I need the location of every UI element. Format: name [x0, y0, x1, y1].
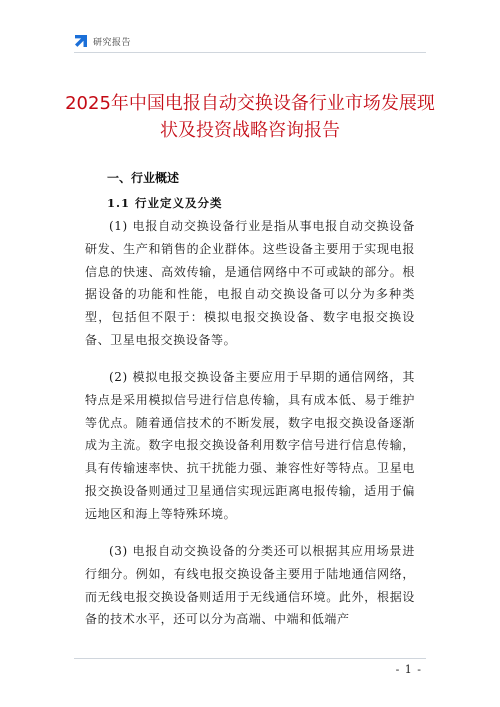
brand — [74, 34, 131, 48]
subsection-heading: 1.1 行业定义及分类 — [107, 196, 223, 210]
section-heading: 一、行业概述 — [107, 171, 180, 185]
paragraph-1: (1) 电报自动交换设备行业是指从事电报自动交换设备研发、生产和销售的企业群体。这些设备主要用于实现电报信息的快速、高效传输，是通信网络中不可或缺的部分。根据设备的功能和性能，电报自动交换设备可以分为多种类型，包括但不限于：模拟电报交换设备、数字电报交换设备、卫星电报交换设备等。 — [85, 219, 415, 347]
document-title: 2025年中国电报自动交换设备行业市场发展现状及投资战略咨询报告 — [65, 93, 435, 141]
header-divider — [74, 52, 426, 53]
page-number: - 1 - — [395, 663, 422, 676]
page-header — [0, 0, 500, 56]
arrow-up-right-icon — [74, 34, 88, 48]
footer-divider — [74, 658, 426, 659]
page-footer — [0, 658, 500, 698]
brand-text: 研究报告 — [93, 37, 132, 48]
paragraph-3: (3) 电报自动交换设备的分类还可以根据其应用场景进行细分。例如，有线电报交换设备主要用于陆地通信网络，而无线电报交换设备则适用于无线通信环境。此外，根据设备的技术水平，还可以分为高端、中端和低端产 — [85, 544, 415, 627]
paragraph-2: (2) 模拟电报交换设备主要应用于早期的通信网络，其特点是采用模拟信号进行信息传输，具有成本低、易于维护等优点。随着通信技术的不断发展，数字电报交换设备逐渐成为主流。数字电报交换设备利用数字信号进行信息传输，具有传输速率快、抗干扰能力强、兼容性好等特点。卫星电报交换设备则通过卫星通信实现远距离电报传输，适用于偏远地区和海上等特殊环境。 — [85, 370, 415, 521]
